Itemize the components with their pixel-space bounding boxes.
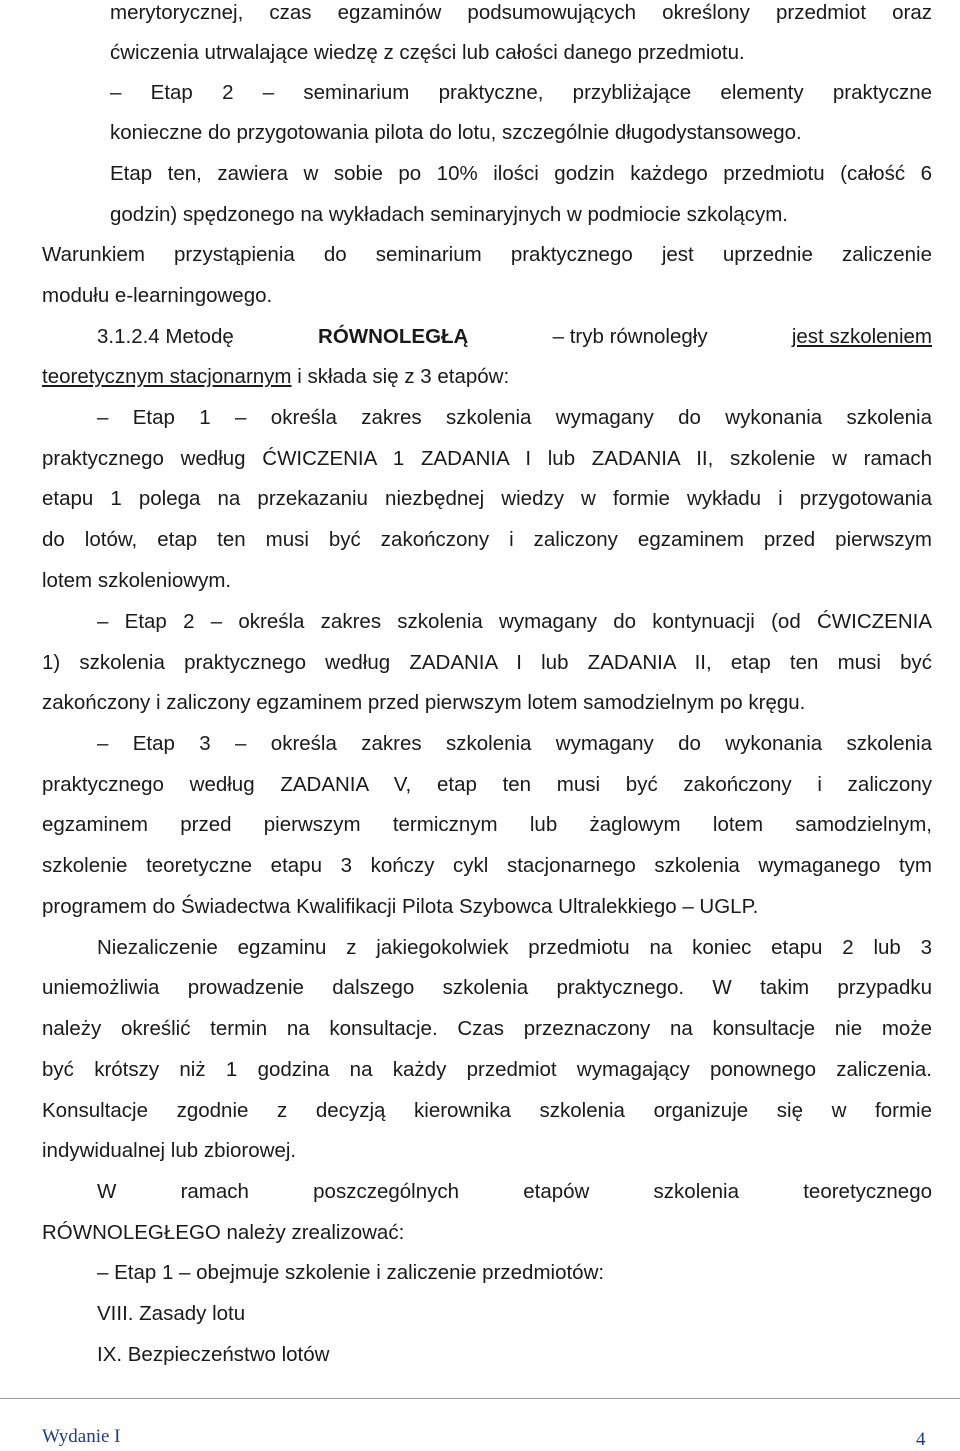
text-line: etapu 1 polega na przekazaniu niezbędnej wiedzy w formie wykładu i przygotowania bbox=[42, 487, 932, 510]
underlined-text: jest szkoleniem bbox=[791, 325, 932, 348]
stage-1-list-heading: – Etap 1 – obejmuje szkolenie i zaliczenie przedmiotów: bbox=[97, 1261, 605, 1284]
mode-text: – tryb równoległy bbox=[546, 325, 714, 348]
stage-3-line: – Etap 3 – określa zakres szkolenia wymagany do wykonania szkolenia bbox=[97, 732, 932, 755]
footer-edition: Wydanie I bbox=[42, 1426, 121, 1447]
text-line: Konsultacje zgodnie z decyzją kierownika szkolenia organizuje się w formie bbox=[42, 1099, 932, 1122]
text-line: W ramach poszczególnych etapów szkolenia teoretycznego bbox=[97, 1180, 932, 1203]
underlined-text: teoretycznym stacjonarnym bbox=[42, 365, 292, 388]
text-line: 1) szkolenia praktycznego według ZADANIA I lub ZADANIA II, etap ten musi być bbox=[42, 651, 932, 674]
text-line: należy określić termin na konsultacje. Czas przeznaczony na konsultacje nie może bbox=[42, 1017, 932, 1040]
list-item: IX. Bezpieczeństwo lotów bbox=[97, 1343, 330, 1366]
text-line: szkolenie teoretyczne etapu 3 kończy cykl stacjonarnego szkolenia wymaganego tym bbox=[42, 854, 932, 877]
text-line: merytorycznej, czas egzaminów podsumowujących określony przedmiot oraz bbox=[110, 1, 932, 24]
footer-page-number: 4 bbox=[916, 1429, 926, 1450]
line-text: i składa się z 3 etapów: bbox=[291, 365, 510, 388]
text-line bbox=[42, 364, 509, 390]
text-line: ćwiczenia utrwalające wiedzę z części lub całości danego przedmiotu. bbox=[110, 41, 745, 64]
text-line: indywidualnej lub zbiorowej. bbox=[42, 1139, 297, 1162]
section-number-text: 3.1.2.4 Metodę bbox=[97, 325, 240, 348]
text-line: Niezaliczenie egzaminu z jakiegokolwiek przedmiotu na koniec etapu 2 lub 3 bbox=[97, 936, 932, 959]
text-line: być krótszy niż 1 godzina na każdy przedmiot wymagający ponownego zaliczenia. bbox=[42, 1058, 932, 1081]
text-line: konieczne do przygotowania pilota do lotu, szczególnie długodystansowego. bbox=[110, 121, 802, 144]
text-line: Warunkiem przystąpienia do seminarium praktycznego jest uprzednie zaliczenie bbox=[42, 243, 932, 266]
list-item: VIII. Zasady lotu bbox=[97, 1302, 246, 1325]
text-line: lotem szkoleniowym. bbox=[42, 569, 232, 592]
text-line: modułu e-learningowego. bbox=[42, 284, 273, 307]
section-heading-line bbox=[97, 324, 932, 350]
text-line: RÓWNOLEGŁEGO należy zrealizować: bbox=[42, 1221, 405, 1244]
text-line: uniemożliwia prowadzenie dalszego szkolenia praktycznego. W takim przypadku bbox=[42, 976, 932, 999]
text-line: praktycznego według ĆWICZENIA 1 ZADANIA I lub ZADANIA II, szkolenie w ramach bbox=[42, 447, 932, 470]
text-line: praktycznego według ZADANIA V, etap ten musi być zakończony i zaliczony bbox=[42, 773, 932, 796]
method-name: RÓWNOLEGŁĄ bbox=[318, 325, 469, 348]
text-line: zakończony i zaliczony egzaminem przed pierwszym lotem samodzielnym po kręgu. bbox=[42, 691, 806, 714]
text-line: do lotów, etap ten musi być zakończony i zaliczony egzaminem przed pierwszym bbox=[42, 528, 932, 551]
stage-2-line: – Etap 2 – określa zakres szkolenia wymagany do kontynuacji (od ĆWICZENIA bbox=[97, 610, 932, 633]
text-line: programem do Świadectwa Kwalifikacji Pilota Szybowca Ultralekkiego – UGLP. bbox=[42, 895, 759, 918]
footer-divider bbox=[0, 1398, 960, 1399]
text-line: Etap ten, zawiera w sobie po 10% ilości godzin każdego przedmiotu (całość 6 bbox=[110, 162, 932, 185]
text-line: egzaminem przed pierwszym termicznym lub żaglowym lotem samodzielnym, bbox=[42, 813, 932, 836]
text-line: godzin) spędzonego na wykładach seminaryjnych w podmiocie szkolącym. bbox=[110, 203, 788, 226]
text-line: – Etap 2 – seminarium praktyczne, przybliżające elementy praktyczne bbox=[110, 81, 932, 104]
stage-1-line: – Etap 1 – określa zakres szkolenia wymagany do wykonania szkolenia bbox=[97, 406, 932, 429]
